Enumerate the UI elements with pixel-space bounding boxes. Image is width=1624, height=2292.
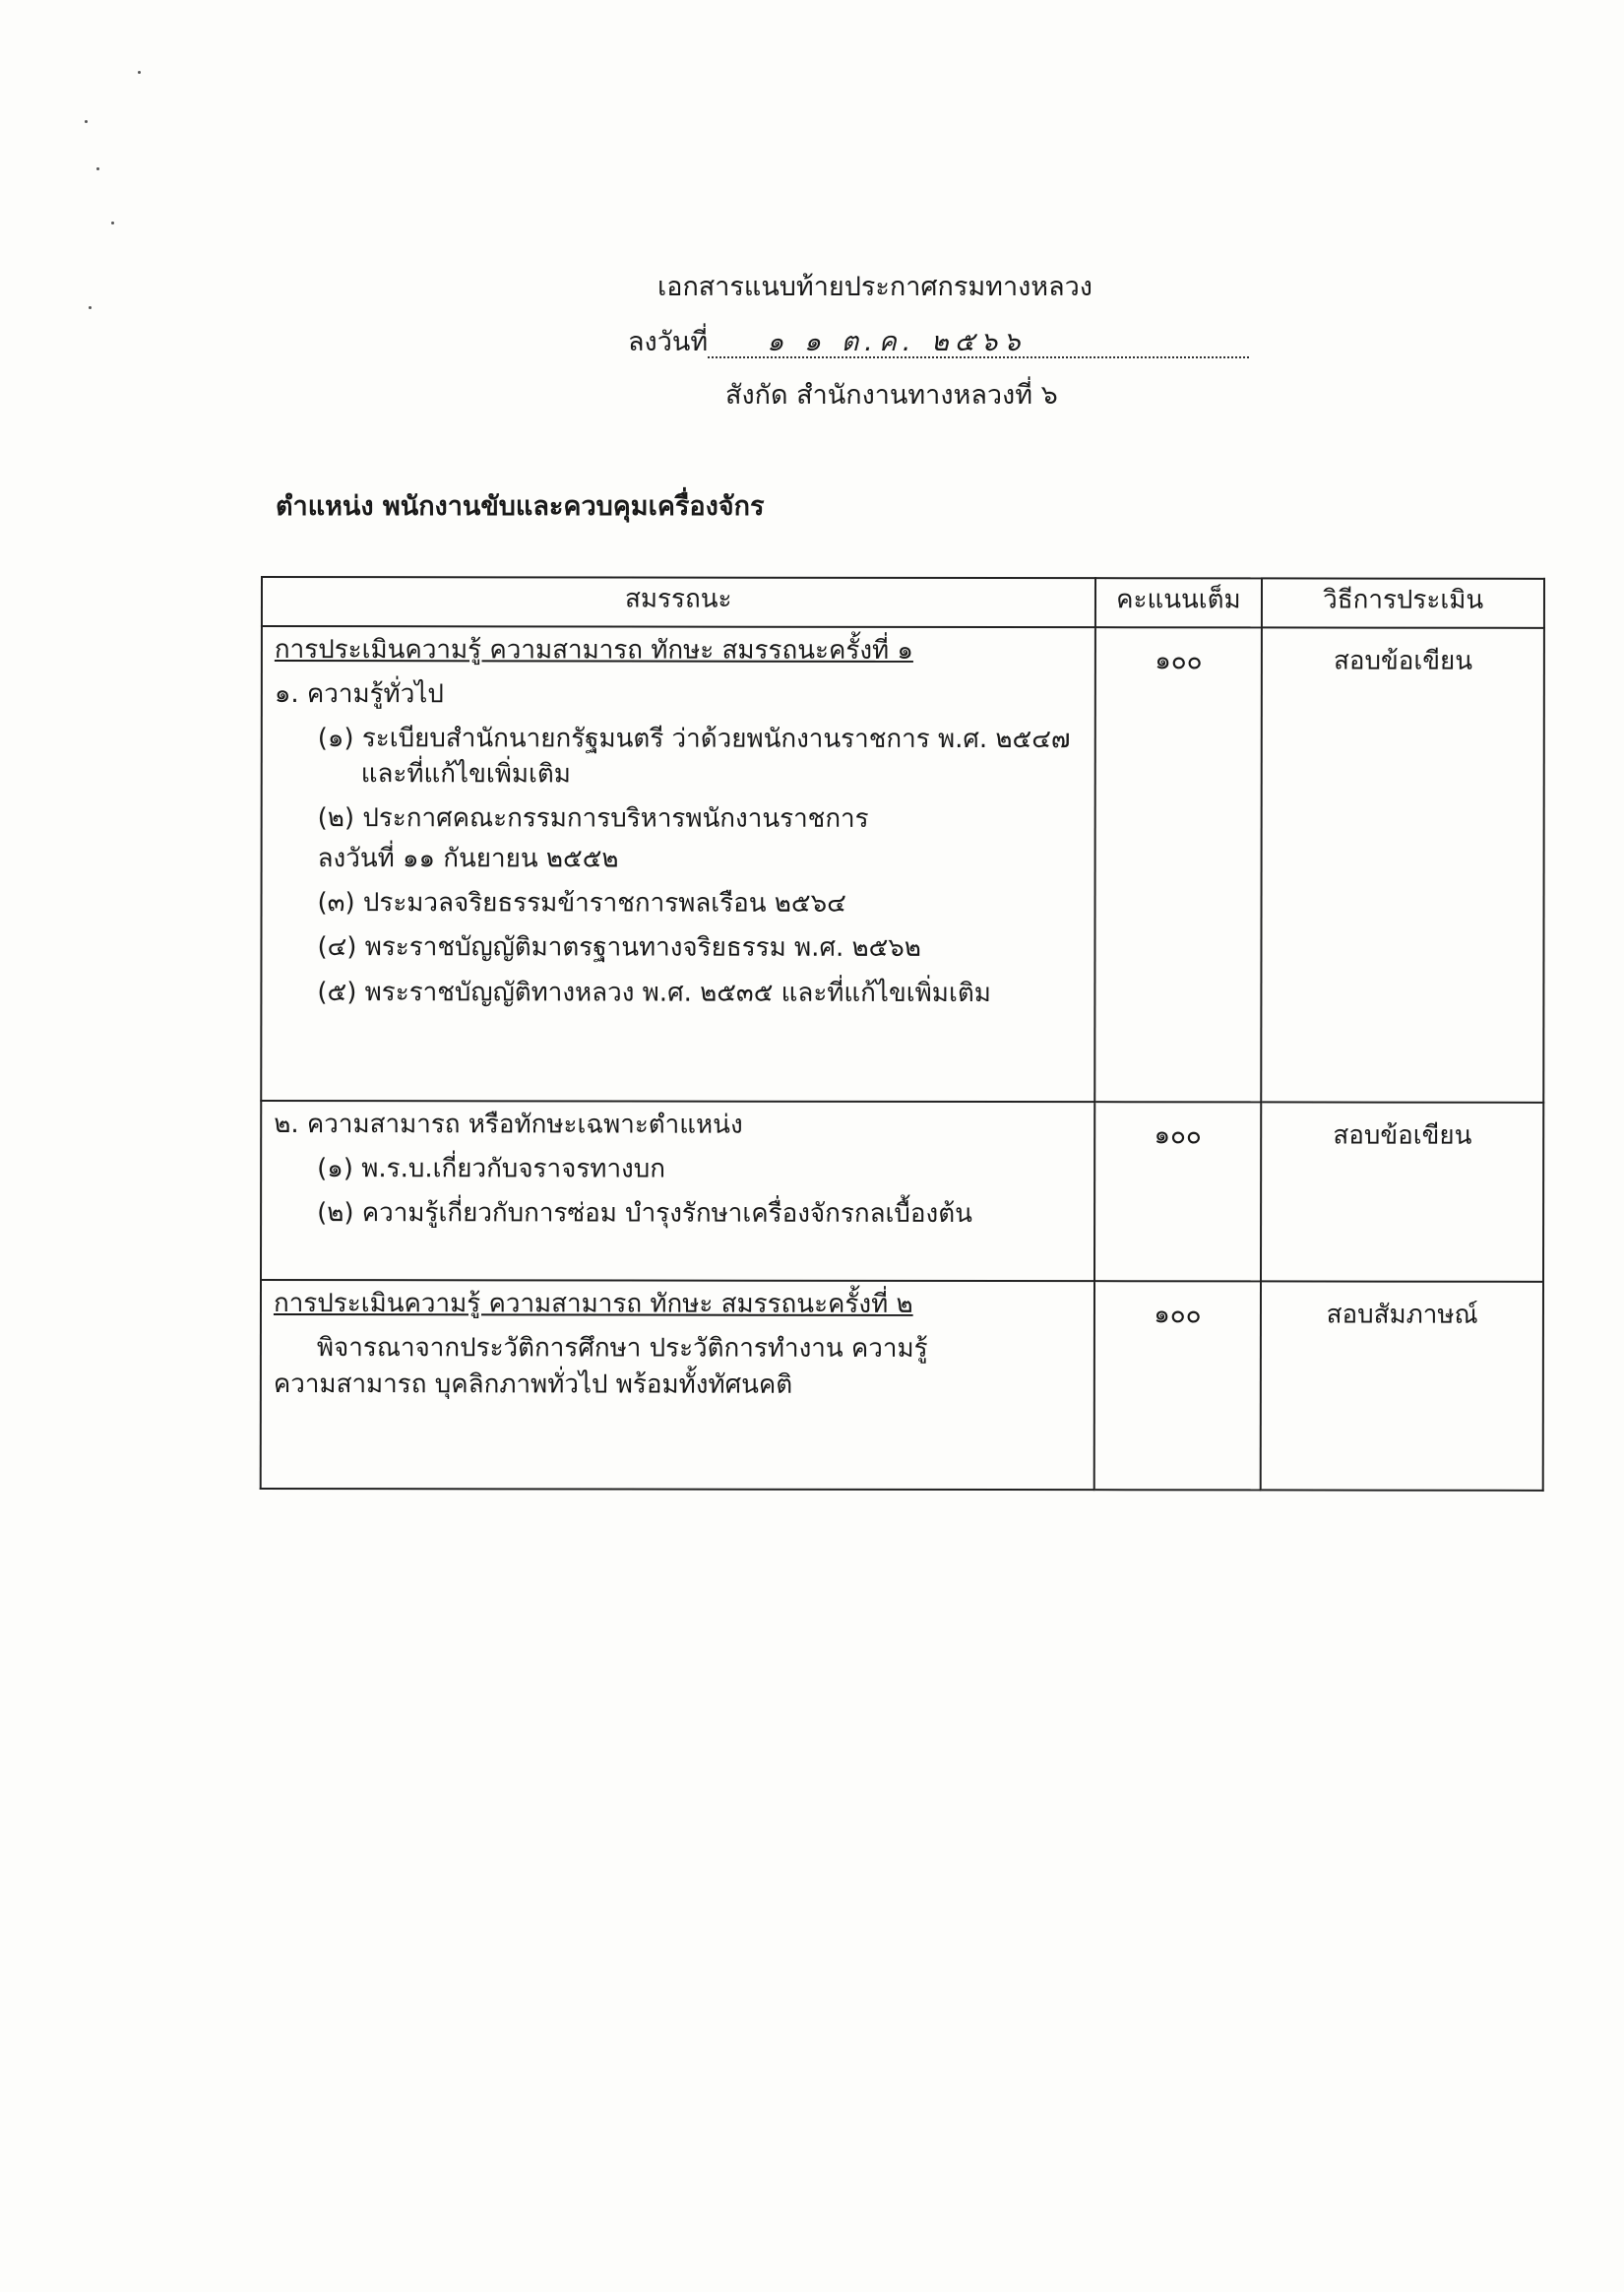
item-line: ๒. ความสามารถ หรือทักษะเฉพาะตำแหน่ง <box>274 1110 743 1140</box>
scan-speck <box>111 222 114 224</box>
table-row <box>261 1101 1543 1282</box>
item-line: พิจารณาจากประวัติการศึกษา ประวัติการทำงาน ความรู้ <box>316 1333 928 1365</box>
date-value: ๑ ๑ ต.ค. ๒๕๖๖ <box>708 328 1249 359</box>
competency-cell <box>261 1101 1094 1281</box>
table-row <box>261 1280 1543 1491</box>
table-row <box>261 626 1544 1103</box>
method-cell: สอบสัมภาษณ์ <box>1261 1281 1543 1490</box>
item-line: (๒) ประกาศคณะกรรมการบริหารพนักงานราชการ <box>317 802 869 834</box>
column-header-competency: สมรรถนะ <box>262 577 1095 627</box>
column-header-method: วิธีการประเมิน <box>1262 578 1544 627</box>
section-title: การประเมินความรู้ ความสามารถ ทักษะ สมรรถนะครั้งที่ ๒ <box>273 1289 913 1319</box>
document-title: เอกสารแนบท้ายประกาศกรมทางหลวง <box>657 272 1093 302</box>
score-cell: ๑๐๐ <box>1094 627 1262 1102</box>
competency-table <box>260 576 1545 1492</box>
column-header-score: คะแนนเต็ม <box>1094 578 1262 627</box>
table-header-row <box>262 577 1544 628</box>
scan-speck <box>85 120 88 123</box>
method-cell: สอบข้อเขียน <box>1261 1102 1543 1281</box>
item-line: (๑) ระเบียบสำนักนายกรัฐมนตรี ว่าด้วยพนักงานราชการ พ.ศ. ๒๕๔๗ <box>317 724 1071 755</box>
score-cell: ๑๐๐ <box>1093 1281 1261 1490</box>
item-line: (๔) พระราชบัญญัติมาตรฐานทางจริยธรรม พ.ศ. ๒๕๖๒ <box>317 932 921 964</box>
scan-speck <box>89 306 92 309</box>
affiliation: สังกัด สำนักงานทางหลวงที่ ๖ <box>725 380 1058 411</box>
item-line: ๑. ความรู้ทั่วไป <box>274 679 444 710</box>
item-line: (๕) พระราชบัญญัติทางหลวง พ.ศ. ๒๕๓๕ และที่แก้ไขเพิ่มเติม <box>317 977 991 1008</box>
method-cell: สอบข้อเขียน <box>1262 627 1544 1102</box>
competency-cell <box>261 626 1094 1102</box>
position-title: ตำแหน่ง พนักงานขับและควบคุมเครื่องจักร <box>276 491 765 522</box>
section-title: การประเมินความรู้ ความสามารถ ทักษะ สมรรถนะครั้งที่ ๑ <box>274 635 913 666</box>
competency-cell <box>261 1280 1094 1490</box>
item-line: ความสามารถ บุคลิกภาพทั่วไป พร้อมทั้งทัศนคติ <box>273 1369 793 1401</box>
item-line: (๓) ประมวลจริยธรรมข้าราชการพลเรือน ๒๕๖๔ <box>317 888 846 919</box>
date-line <box>628 327 1249 358</box>
item-line: และที่แก้ไขเพิ่มเติม <box>360 758 571 790</box>
scan-speck <box>138 71 141 74</box>
score-cell: ๑๐๐ <box>1094 1102 1262 1281</box>
scan-speck <box>96 167 99 170</box>
item-line: (๑) พ.ร.บ.เกี่ยวกับจราจรทางบก <box>317 1154 666 1184</box>
item-line: (๒) ความรู้เกี่ยวกับการซ่อม บำรุงรักษาเครื่องจักรกลเบื้องต้น <box>317 1198 972 1230</box>
date-label: ลงวันที่ <box>628 327 709 357</box>
item-line: ลงวันที่ ๑๑ กันยายน ๒๕๕๒ <box>317 844 619 874</box>
